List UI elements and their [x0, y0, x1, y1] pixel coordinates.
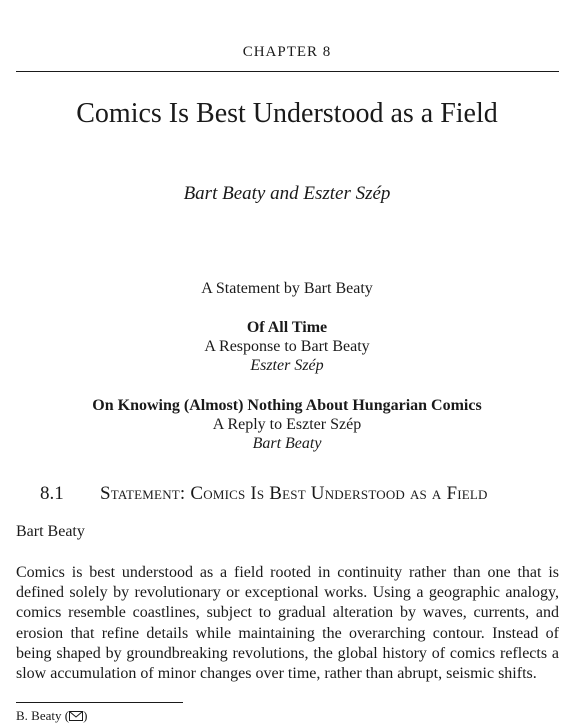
footnote [16, 708, 87, 725]
reply-title: On Knowing (Almost) Nothing About Hungarian Comics [92, 397, 482, 414]
section-byline: Bart Beaty [16, 523, 85, 540]
paren-close: ) [83, 708, 88, 723]
mail-icon[interactable] [69, 709, 83, 725]
section-heading [40, 483, 560, 505]
response-title: Of All Time [246, 319, 328, 336]
contents-reply [0, 396, 574, 453]
footnote-rule [16, 702, 183, 703]
section-number: 8.1 [40, 483, 64, 504]
header-rule [16, 71, 559, 72]
chapter-label: CHAPTER 8 [242, 44, 332, 60]
response-line: A Response to Bart Beaty [204, 338, 370, 355]
contents-statement [0, 279, 574, 298]
chapter-authors: Bart Beaty and Eszter Szép [183, 183, 391, 204]
statement-line: A Statement by Bart Beaty [201, 280, 373, 297]
reply-line: A Reply to Eszter Szép [212, 416, 362, 433]
reply-author: Bart Beaty [252, 435, 322, 452]
body-paragraph: Comics is best understood as a field rooted in continuity rather than one that is defined solely by revolutionary or exceptional works. Using a geographic analogy, comics resemble coastlines, subject to gradual alteration by waves, currents, and erosion that refine details while maintaining the overarching contour. Instead of being shaped by groundbreaking revolutions, the global history of comics reflects a slow accumulation of minor changes over time, rather than abrupt, seismic shifts. [16, 564, 559, 683]
section-title: Statement: Comics Is Best Understood as a Field [100, 483, 488, 504]
contents-response [0, 318, 574, 375]
chapter-title: Comics Is Best Understood as a Field [76, 98, 498, 129]
footnote-author: B. Beaty [16, 708, 62, 723]
response-author: Eszter Szép [250, 357, 324, 374]
paren-open: ( [64, 708, 70, 723]
